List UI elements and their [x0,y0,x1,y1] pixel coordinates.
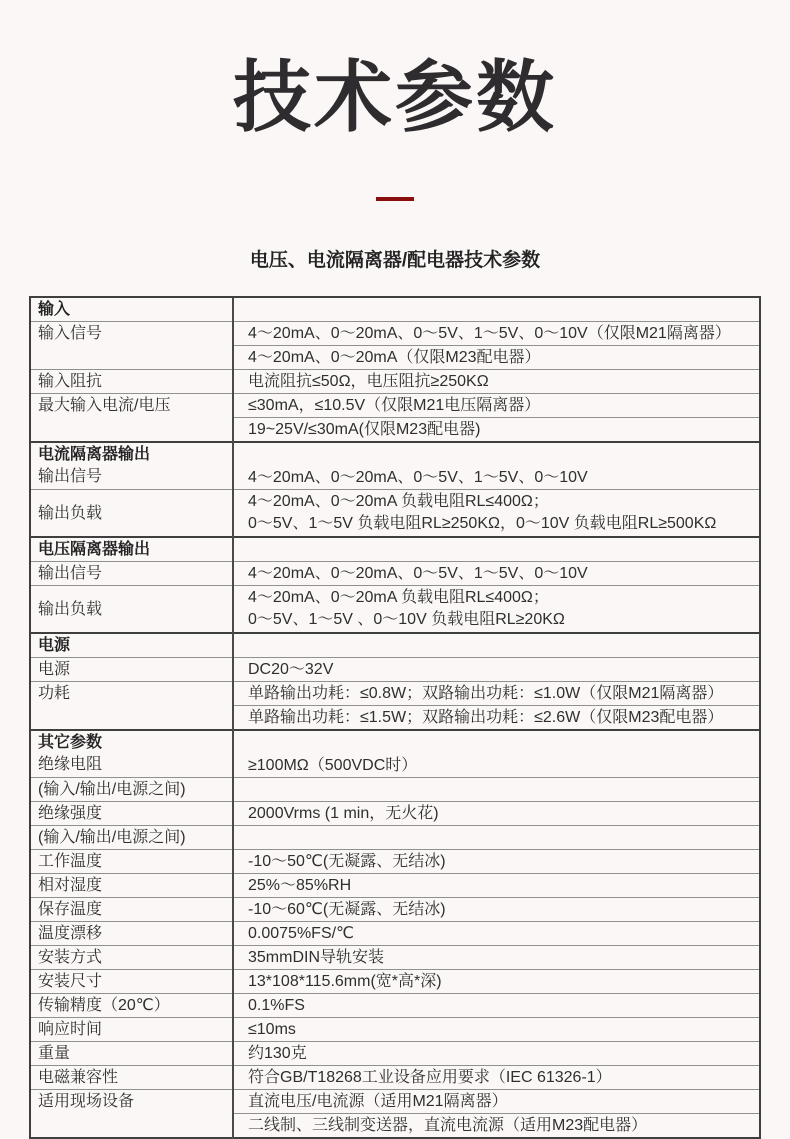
param-value-cell [233,778,760,802]
param-label-cell: 最大输入电流/电压 [30,394,233,443]
param-value-cell: 13*108*115.6mm(宽*高*深) [233,970,760,994]
param-value-cell: 2000Vrms (1 min，无火花) [233,802,760,826]
table-param-row [30,802,760,826]
param-label-cell: 相对湿度 [30,874,233,898]
param-value-cell: 单路输出功耗：≤0.8W；双路输出功耗：≤1.0W（仅限M21隔离器） [233,682,760,706]
param-value-cell: 0.0075%FS/℃ [233,922,760,946]
table-param-row [30,994,760,1018]
table-param-row [30,874,760,898]
param-label-cell: 输出负载 [30,490,233,538]
param-value-cell: 符合GB/T18268工业设备应用要求（IEC 61326-1） [233,1066,760,1090]
param-label-text: 绝缘电阻 [38,756,103,773]
table-section-row [30,537,760,562]
spec-table-body [30,297,760,1138]
param-value-cell: 19~25V/≤30mA(仅限M23配电器) [233,418,760,443]
table-section-row [30,633,760,658]
section-param-label-cell [30,442,233,490]
param-label-cell: (输入/输出/电源之间) [30,778,233,802]
param-value-cell [233,586,760,634]
table-param-row [30,850,760,874]
value-line: 4～20mA、0～20mA 负载电阻RL≤400Ω； [248,589,549,606]
param-label-cell: 输入阻抗 [30,370,233,394]
table-param-row [30,946,760,970]
param-value-cell: 4～20mA、0～20mA（仅限M23配电器） [233,346,760,370]
param-label-cell: 电磁兼容性 [30,1066,233,1090]
section-value-cell [233,537,760,562]
param-label-cell: 安装方式 [30,946,233,970]
table-param-row [30,1018,760,1042]
param-label-cell: 传输精度（20℃） [30,994,233,1018]
param-value-cell: 0.1%FS [233,994,760,1018]
param-label-text: 输出信号 [38,468,103,485]
section-label-cell: 电压隔离器输出 [30,537,233,562]
param-value-cell: ≤10ms [233,1018,760,1042]
param-label-cell: 绝缘强度 [30,802,233,826]
section-value-cell [233,297,760,322]
value-line: 0～5V、1～5V 、0～10V 负载电阻RL≥20KΩ [248,611,565,628]
table-param-row [30,826,760,850]
table-param-row [30,1066,760,1090]
param-label-cell: 温度漂移 [30,922,233,946]
table-param-row [30,922,760,946]
param-value-cell: 35mmDIN导轨安装 [233,946,760,970]
spec-table [29,296,761,1139]
param-value-cell: 4～20mA、0～20mA、0～5V、1～5V、0～10V [233,562,760,586]
param-value-cell: 直流电压/电流源（适用M21隔离器） [233,1090,760,1114]
param-value-cell: ≤30mA，≤10.5V（仅限M21电压隔离器） [233,394,760,418]
param-label-cell: 适用现场设备 [30,1090,233,1139]
section-heading-text: 其它参数 [38,734,103,751]
accent-dash-divider [376,197,414,201]
param-label-cell: (输入/输出/电源之间) [30,826,233,850]
param-label-cell: 保存温度 [30,898,233,922]
page-subtitle: 电压、电流隔离器/配电器技术参数 [249,250,541,271]
section-param-label-cell [30,730,233,778]
table-param-row [30,490,760,538]
table-param-row [30,682,760,706]
table-param-row [30,778,760,802]
table-param-row [30,970,760,994]
param-value-cell: 约130克 [233,1042,760,1066]
param-value-cell [233,490,760,538]
section-heading-text: 电流隔离器输出 [38,446,151,463]
param-value-cell: 4～20mA、0～20mA、0～5V、1～5V、0～10V [233,442,760,490]
param-label-cell: 输出信号 [30,562,233,586]
param-value-cell: -10～60℃(无凝露、无结冰) [233,898,760,922]
value-line: 4～20mA、0～20mA 负载电阻RL≤400Ω； [248,493,549,510]
param-label-cell: 安装尺寸 [30,970,233,994]
table-param-row [30,1090,760,1114]
table-section-param-row [30,730,760,778]
table-param-row [30,394,760,418]
param-label-cell: 响应时间 [30,1018,233,1042]
param-label-cell: 功耗 [30,682,233,731]
param-label-cell: 电源 [30,658,233,682]
param-value-cell: ≥100MΩ（500VDC时） [233,730,760,778]
param-value-cell: 4～20mA、0～20mA、0～5V、1～5V、0～10V（仅限M21隔离器） [233,322,760,346]
table-param-row [30,586,760,634]
page-title: 技术参数 [232,53,557,141]
param-label-cell: 输入信号 [30,322,233,370]
table-section-row [30,297,760,322]
param-label-cell: 重量 [30,1042,233,1066]
table-section-param-row [30,442,760,490]
value-line: 0～5V、1～5V 负载电阻RL≥250KΩ，0～10V 负载电阻RL≥500KΩ [248,515,717,532]
param-value-cell: 二线制、三线制变送器，直流电流源（适用M23配电器） [233,1114,760,1139]
param-label-cell: 工作温度 [30,850,233,874]
table-param-row [30,1042,760,1066]
param-value-cell: 单路输出功耗：≤1.5W；双路输出功耗：≤2.6W（仅限M23配电器） [233,706,760,731]
table-param-row [30,370,760,394]
table-param-row [30,658,760,682]
param-value-cell [233,826,760,850]
section-label-cell: 输入 [30,297,233,322]
table-param-row [30,898,760,922]
param-value-cell: 25%～85%RH [233,874,760,898]
table-param-row [30,562,760,586]
section-value-cell [233,633,760,658]
param-value-cell: DC20～32V [233,658,760,682]
table-param-row [30,322,760,346]
param-value-cell: 电流阻抗≤50Ω，电压阻抗≥250KΩ [233,370,760,394]
param-label-cell: 输出负载 [30,586,233,634]
param-value-cell: -10～50℃(无凝露、无结冰) [233,850,760,874]
section-label-cell: 电源 [30,633,233,658]
